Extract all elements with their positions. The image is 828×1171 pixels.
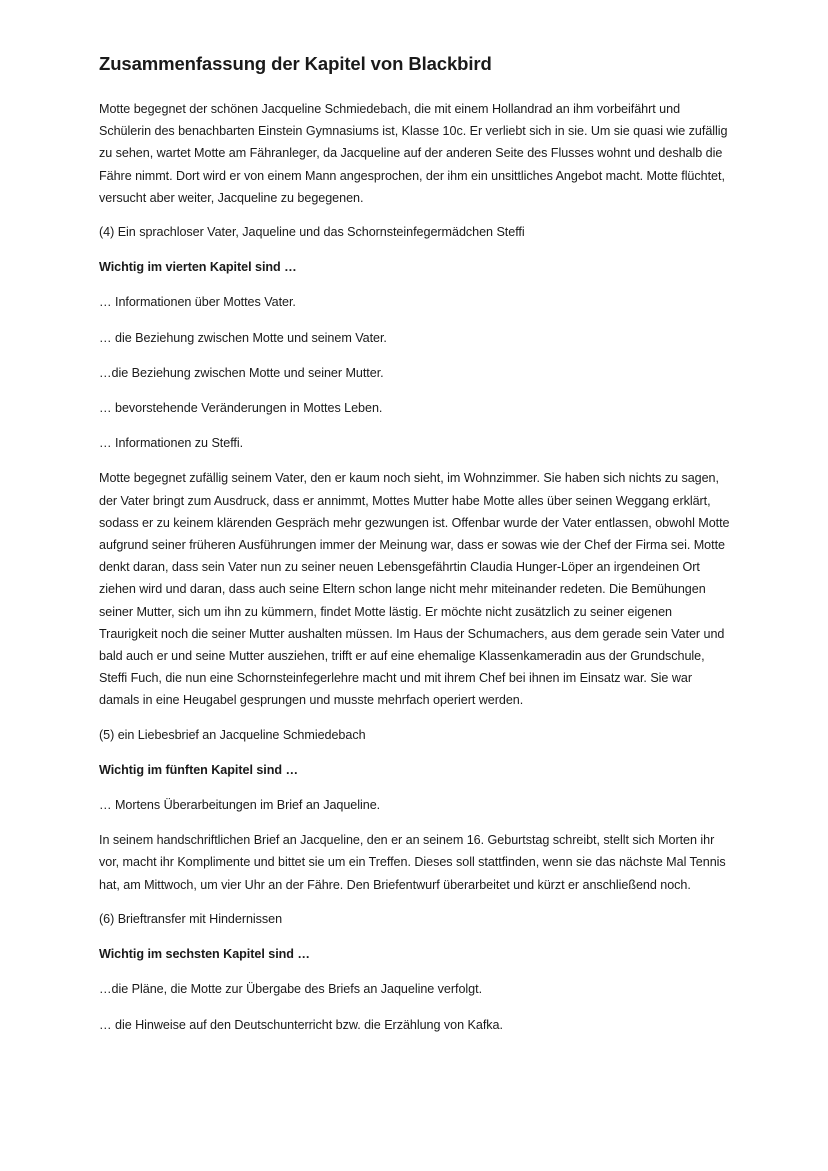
chapter-4-important-heading: Wichtig im vierten Kapitel sind … xyxy=(99,260,297,275)
chapter-4-point-2: … die Beziehung zwischen Motte und seinem Vater. xyxy=(99,330,387,345)
intro-paragraph: Motte begegnet der schönen Jacqueline Schmiedebach, die mit einem Hollandrad an ihm vorbeifährt und Schülerin des benachbarten Einstein Gymnasiums ist, Klasse 10c. Er verliebt sich in sie. Um sie quasi wie zufällig zu sehen, wartet Motte am Fähranleger, da Jacqueline auf der anderen Seite des Flusses wohnt und deshalb die Fähre nimmt. Dort wird er von einem Mann angesprochen, der ihm ein unsittliches Angebot macht. Motte flüchtet, versucht aber weiter, Jacqueline zu begegenen. xyxy=(99,102,728,205)
chapter-4-point-4: … bevorstehende Veränderungen in Mottes Leben. xyxy=(99,401,383,416)
chapter-6-point-2: … die Hinweise auf den Deutschunterricht bzw. die Erzählung von Kafka. xyxy=(99,1017,503,1032)
page-title: Zusammenfassung der Kapitel von Blackbird xyxy=(99,53,492,74)
chapter-4-heading: (4) Ein sprachloser Vater, Jaqueline und das Schornsteinfegermädchen Steffi xyxy=(99,225,525,240)
chapter-4-point-5: … Informationen zu Steffi. xyxy=(99,436,244,451)
chapter-5-heading: (5) ein Liebesbrief an Jacqueline Schmiedebach xyxy=(99,727,366,742)
chapter-6-point-1: …die Pläne, die Motte zur Übergabe des Briefs an Jaqueline verfolgt. xyxy=(99,982,483,997)
chapter-5-point-1: … Mortens Überarbeitungen im Brief an Jaqueline. xyxy=(99,798,381,813)
chapter-6-heading: (6) Brieftransfer mit Hindernissen xyxy=(99,911,283,926)
chapter-4-summary: Motte begegnet zufällig seinem Vater, den er kaum noch sieht, im Wohnzimmer. Sie haben sich nichts zu sagen, der Vater bringt zum Ausdruck, dass er annimmt, Mottes Mutter habe Motte alles über seinen Weggang erklärt, sodass er zu keinem klärenden Gespräch mehr gezwungen ist. Offenbar wurde der Vater entlassen, obwohl Motte aufgrund seiner früheren Ausführungen immer der Meinung war, dass er sowas wie der Chef der Firma sei. Motte denkt daran, dass sein Vater nun zu seiner neuen Lebensgefährtin Claudia Hunger-Löper an irgendeinen Ort ziehen wird und daran, dass auch seine Eltern schon lange nicht mehr miteinander redeten. Die Bemühungen seiner Mutter, sich um ihn zu kümmern, findet Motte lästig. Er möchte nicht zusätzlich zu seiner eigenen Traurigkeit noch die seiner Mutter aushalten müssen. Im Haus der Schumachers, aus dem gerade sein Vater und bald auch er und seine Mutter ausziehen, trifft er auf eine ehemalige Klassenkameradin aus der Grundschule, Steffi Fuch, die nun eine Schornsteinfegerlehre macht und mit ihrem Chef bei ihnen im Einsatz war. Sie war damals in eine Heugabel gesprungen und musste mehrfach operiert werden. xyxy=(99,471,730,708)
chapter-5-summary: In seinem handschriftlichen Brief an Jacqueline, den er an seinem 16. Geburtstag schreibt, stellt sich Morten ihr vor, macht ihr Komplimente und bittet sie um ein Treffen. Dieses soll stattfinden, wenn sie das nächste Mal Tennis hat, am Mittwoch, um vier Uhr an der Fähre. Den Briefentwurf überarbeitet und kürzt er anschließend noch. xyxy=(99,833,726,892)
chapter-4-point-3: …die Beziehung zwischen Motte und seiner Mutter. xyxy=(99,365,384,380)
document-content xyxy=(99,52,731,1049)
chapter-6-important-heading: Wichtig im sechsten Kapitel sind … xyxy=(99,947,310,962)
chapter-4-point-1: … Informationen über Mottes Vater. xyxy=(99,295,296,310)
chapter-5-important-heading: Wichtig im fünften Kapitel sind … xyxy=(99,762,299,777)
